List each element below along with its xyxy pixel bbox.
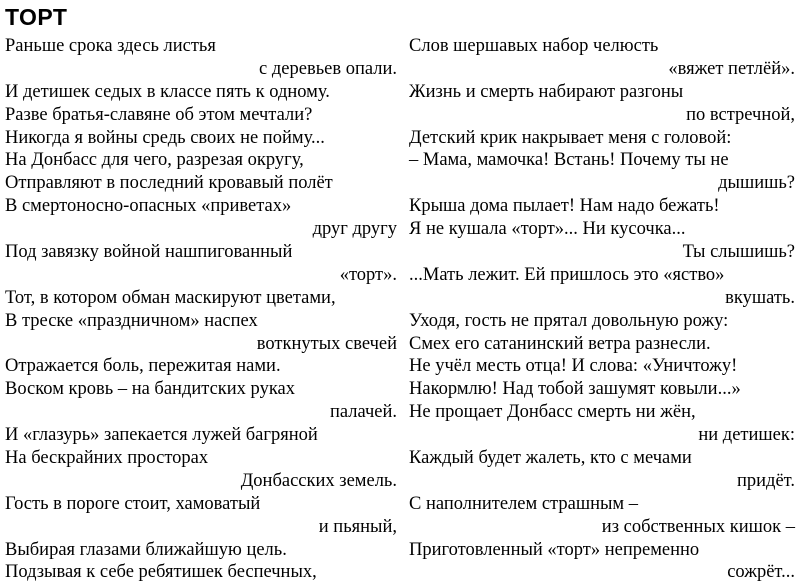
poem-line: Жизнь и смерть набирают разгоны (409, 81, 684, 102)
poem-line: Не учёл месть отца! И слова: «Уничтожу! (409, 356, 738, 377)
poem-line: Под завязку войной нашпигованный (5, 242, 293, 263)
poem-line: Накормлю! Над тобой зашумят ковыли...» (409, 379, 741, 400)
poem-line: Слов шершавых набор челюсть (409, 36, 659, 56)
poem-line: Донбасских земель. (240, 470, 397, 491)
poem-line: сожрёт... (727, 562, 795, 583)
poem-line: дышишь? (718, 173, 795, 194)
poem-line: воткнутых свечей (256, 333, 397, 354)
poem-line: В смертоносно-опасных «приветах» (5, 196, 292, 217)
poem-line: вкушать. (725, 287, 795, 308)
poem-line: Отправляют в последний кровавый полёт (5, 173, 333, 194)
poem-line: Отражается боль, пережитая нами. (5, 356, 281, 377)
poem-line: Смех его сатанинский ветра разнесли. (409, 333, 711, 354)
poem-line: На Донбасс для чего, разрезая округу, (5, 150, 304, 171)
poem-line: Тот, в котором обман маскируют цветами, (5, 287, 336, 308)
poem-line: Выбирая глазами ближайшую цель. (5, 539, 287, 560)
poem-line: Гость в пороге стоит, хамоватый (5, 493, 261, 514)
poem-line: И «глазурь» запекается лужей багряной (5, 425, 318, 446)
poem-line: ...Мать лежит. Ей пришлось это «яство» (409, 264, 725, 285)
poem-line: В треске «праздничном» наспех (5, 310, 258, 331)
poem-column-right (409, 35, 795, 584)
poem-line: Я не кушала «торт»... Ни кусочка... (409, 219, 686, 240)
poem-line: Крыша дома пылает! Нам надо бежать! (409, 196, 720, 217)
poem-title: ТОРТ (5, 4, 68, 30)
poem-line: придёт. (737, 470, 795, 491)
poem-line: с деревьев опали. (259, 58, 397, 79)
poem-line: Подзывая к себе ребятишек беспечных, (5, 562, 317, 583)
poem-column-left (5, 35, 397, 584)
poem-line: Раньше срока здесь листья (5, 36, 216, 56)
poem-line: Детский крик накрывает меня с головой: (409, 127, 732, 148)
poem-line: ни детишек: (698, 425, 795, 446)
poem-line: Приготовленный «торт» непременно (409, 539, 700, 560)
poem-line: И детишек седых в классе пять к одному. (5, 81, 330, 102)
poem-line: Разве братья-славяне об этом мечтали? (5, 104, 313, 125)
poem-line: по встречной, (686, 104, 795, 125)
poem-line: из собственных кишок – (601, 516, 795, 537)
poem-line: «торт». (339, 264, 397, 285)
poem-line: Воском кровь – на бандитских руках (5, 379, 295, 400)
poem-line: палачей. (329, 402, 397, 423)
poem-line: Каждый будет жалеть, кто с мечами (409, 448, 692, 469)
poem-line: «вяжет петлёй». (668, 58, 795, 79)
poem-line: – Мама, мамочка! Встань! Почему ты не (409, 150, 729, 171)
poem-line: Уходя, гость не прятал довольную рожу: (409, 310, 729, 331)
poem-line: и пьяный, (318, 516, 397, 537)
poem-line: Не прощает Донбасс смерть ни жён, (409, 402, 696, 423)
poem-line: С наполнителем страшным – (409, 493, 638, 514)
poem-line: друг другу (312, 219, 397, 240)
poem-line: Ты слышишь? (682, 242, 795, 263)
poem-line: Никогда я войны средь своих не пойму... (5, 127, 325, 148)
poem-line: На бескрайних просторах (5, 448, 209, 469)
